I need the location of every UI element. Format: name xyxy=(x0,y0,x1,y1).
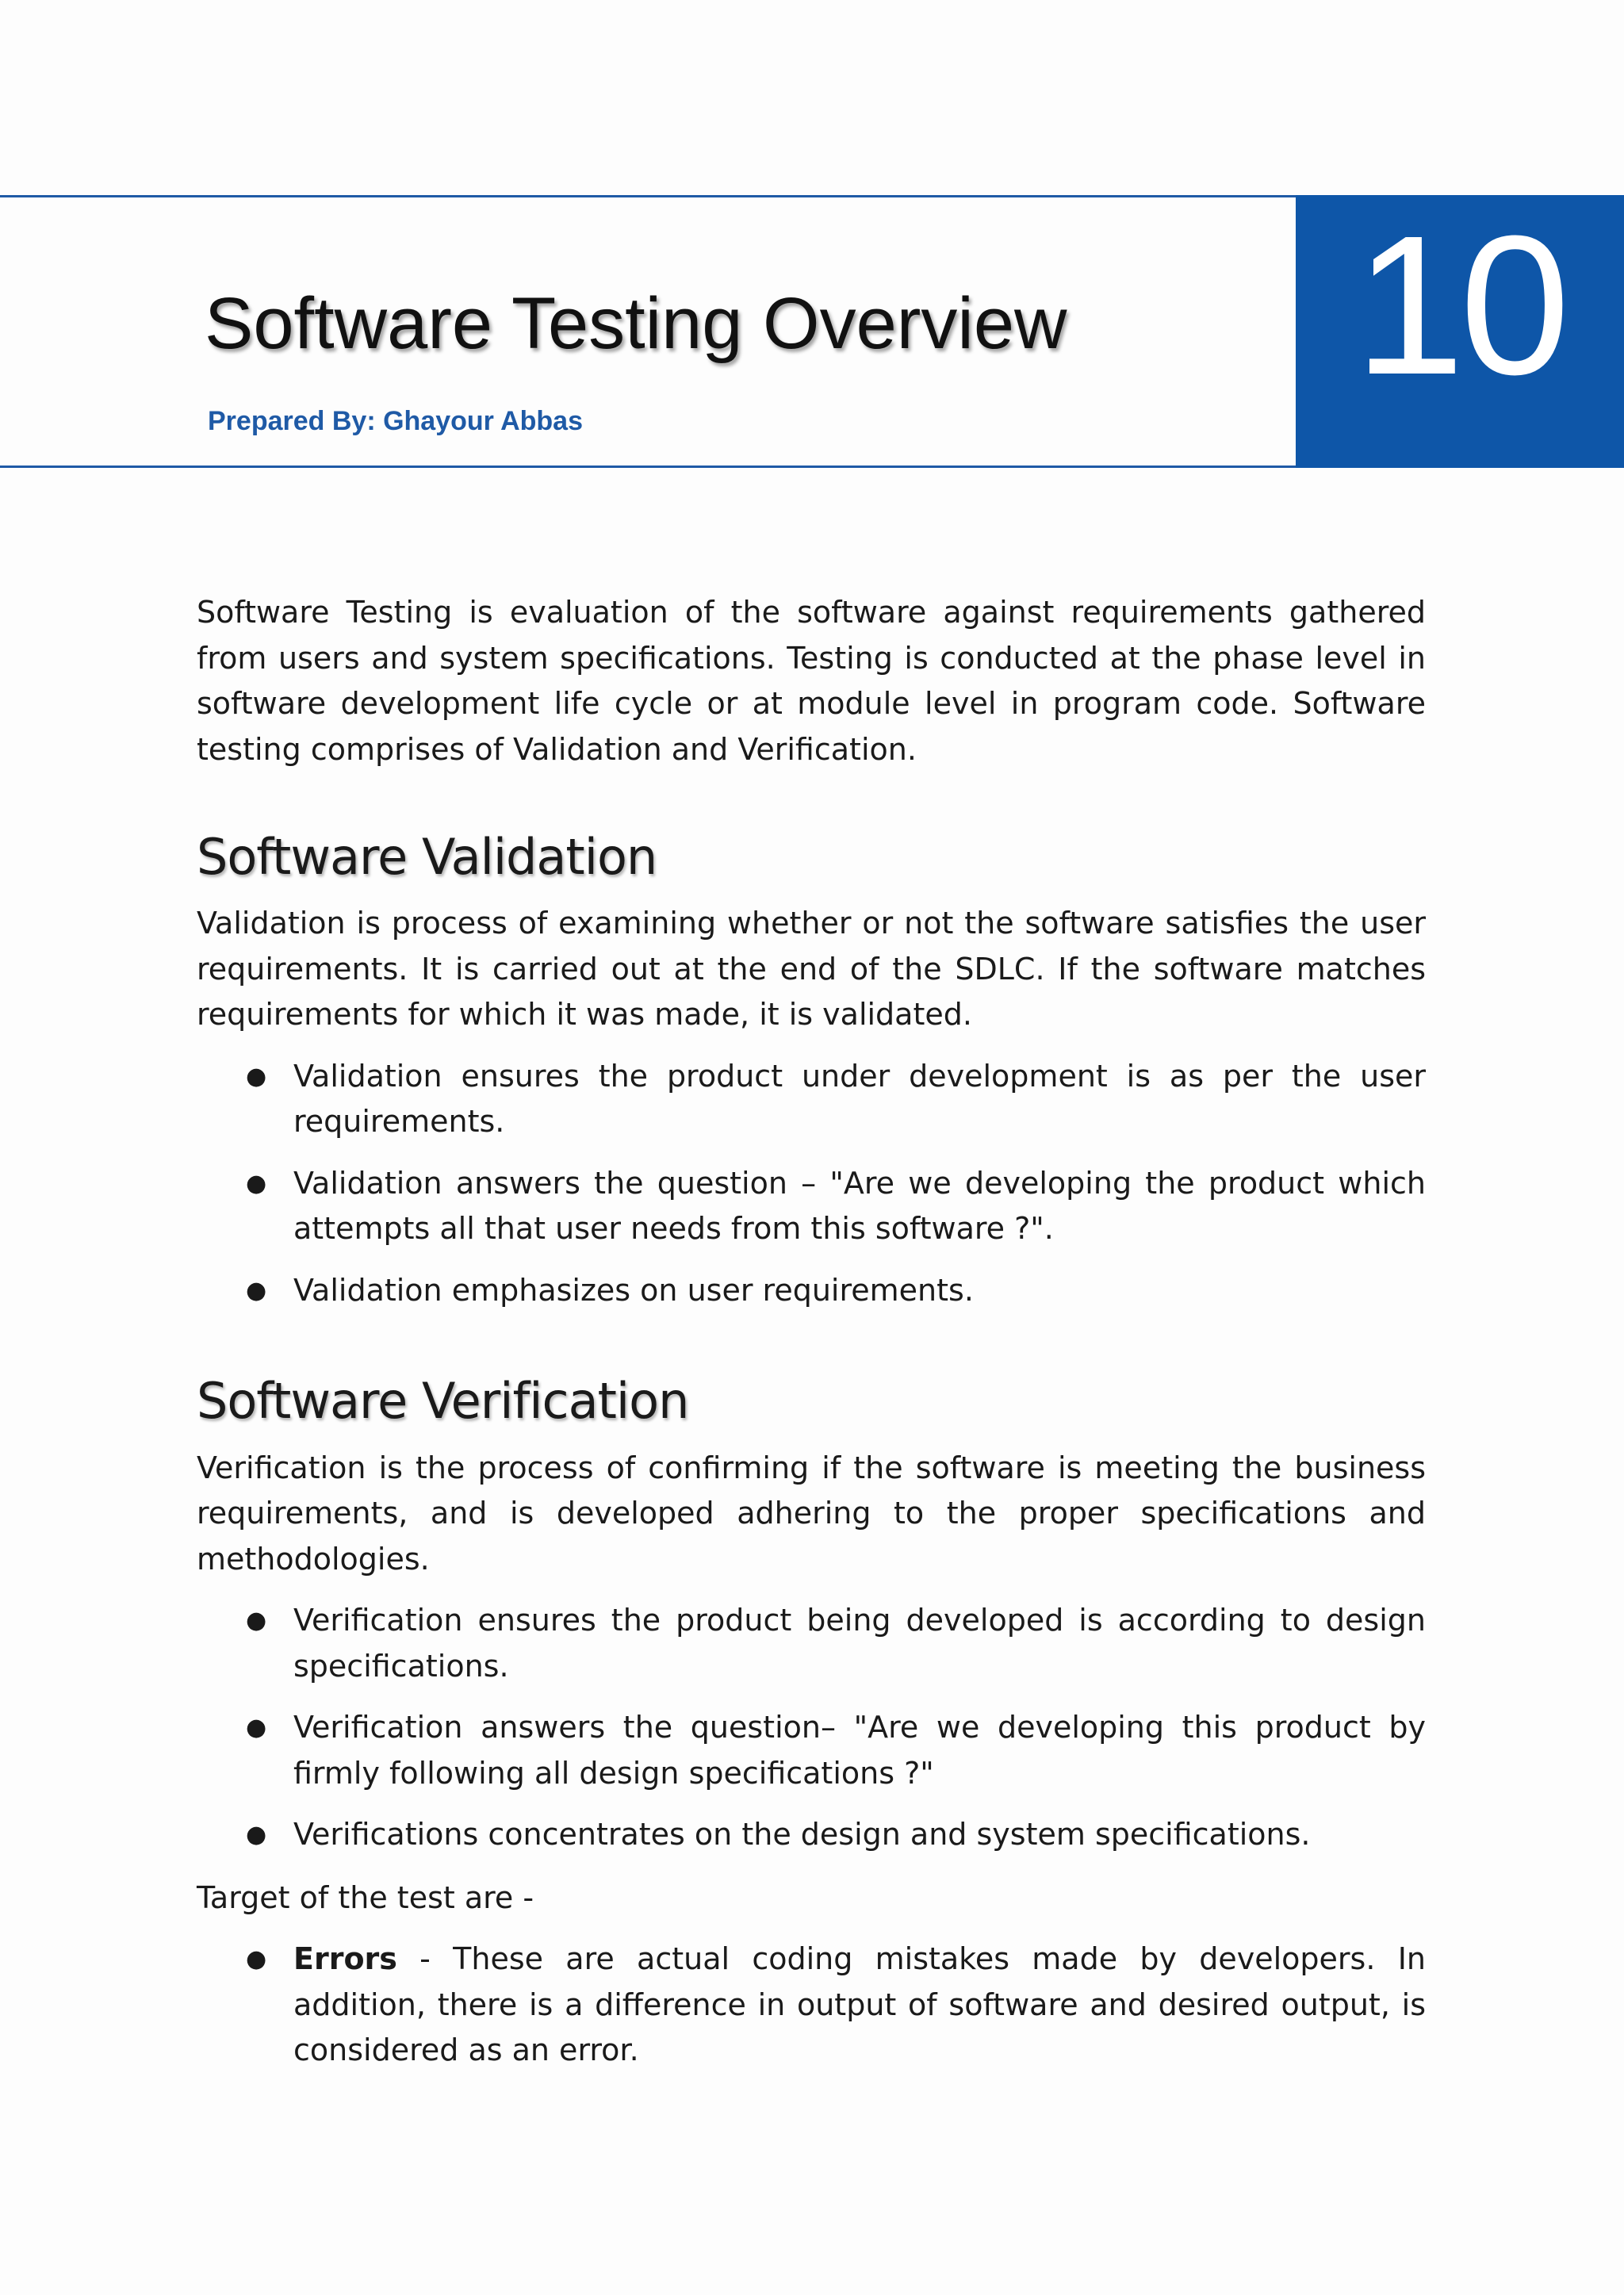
validation-paragraph: Validation is process of examining whether or not the software satisfies the user requirements. It is carried out at the end of the SDLC. If the software matches requirements for which it was made, it is validated. xyxy=(197,906,1426,1033)
validation-bullet-list xyxy=(197,1054,1426,1314)
chapter-number-box xyxy=(1296,195,1624,468)
verification-bullet-list xyxy=(197,1598,1426,1858)
bullet-icon: ● xyxy=(246,1276,267,1305)
section-heading-verification: Software Verification xyxy=(197,1372,689,1431)
list-item: ● Verification answers the question– "Are we developing this product by firmly following all design specifications ?" xyxy=(197,1705,1426,1796)
bullet-icon: ● xyxy=(246,1607,267,1635)
list-item xyxy=(197,1937,1426,2074)
bullet-icon: ● xyxy=(246,1169,267,1197)
chapter-number: 10 xyxy=(1354,194,1566,416)
targets-intro: Target of the test are - xyxy=(197,1879,534,1915)
list-item: ● Validation ensures the product under development is as per the user requirements. xyxy=(197,1054,1426,1145)
list-item: ● Validation emphasizes on user requirements. xyxy=(197,1268,1426,1314)
document-body xyxy=(197,590,1426,2090)
list-item: ● Validation answers the question – "Are we developing the product which attempts all that user needs from this software ?". xyxy=(197,1161,1426,1252)
author-credit: Prepared By: Ghayour Abbas xyxy=(208,406,583,436)
page-title: Software Testing Overview xyxy=(205,283,1067,364)
intro-paragraph: Software Testing is evaluation of the software against requirements gathered from users and system specifications. Testing is conducted at the phase level in software development life cycle or at module level in program code. Software testing comprises of Validation and Verification. xyxy=(197,595,1426,767)
target-term: Errors xyxy=(293,1941,397,1977)
verification-paragraph: Verification is the process of confirming if the software is meeting the business requirements, and is developed adhering to the proper specifications and methodologies. xyxy=(197,1450,1426,1577)
list-item: ● Verifications concentrates on the design and system specifications. xyxy=(197,1812,1426,1858)
targets-bullet-list xyxy=(197,1937,1426,2074)
bullet-icon: ● xyxy=(246,1945,267,1974)
bullet-icon: ● xyxy=(246,1714,267,1742)
bullet-icon: ● xyxy=(246,1821,267,1849)
section-heading-validation: Software Validation xyxy=(197,828,657,886)
target-description: - These are actual coding mistakes made by developers. In addition, there is a difference in output of software and desired output, is considered as an error. xyxy=(293,1941,1426,2068)
list-item: ● Verification ensures the product being developed is according to design specifications. xyxy=(197,1598,1426,1689)
bullet-icon: ● xyxy=(246,1062,267,1090)
